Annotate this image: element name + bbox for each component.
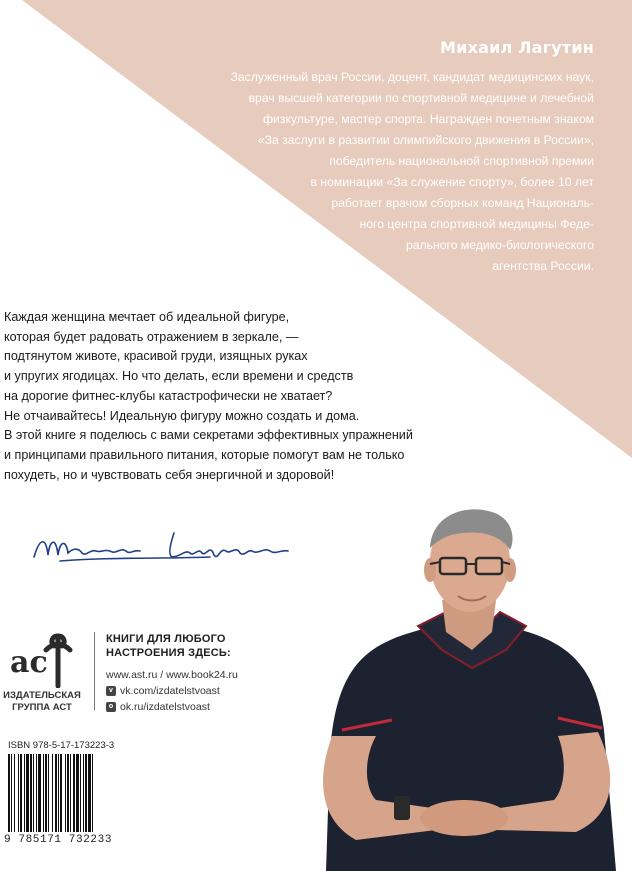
barcode-bar	[52, 754, 53, 832]
barcode-bar	[58, 754, 59, 832]
publisher-links	[106, 667, 306, 715]
barcode	[6, 754, 118, 834]
ast-logo	[4, 628, 78, 688]
barcode-bar	[38, 754, 41, 832]
publisher-heading: КНИГИ ДЛЯ ЛЮБОГО НАСТРОЕНИЯ ЗДЕСЬ:	[106, 633, 231, 659]
barcode-bar	[83, 754, 84, 832]
barcode-bar	[60, 754, 62, 832]
barcode-bar	[70, 754, 71, 832]
barcode-bar	[80, 754, 81, 832]
svg-text:ac: ac	[10, 645, 48, 680]
barcode-bar	[30, 754, 32, 832]
author-bio: Заслуженный врач России, доцент, кандидат медицинских наук, врач высшей категории по спортивной медицине и лечебной физкультуре, мастер спорта. Награжден почетным знаком «За заслуги в развитии олимпийского движения в России», победитель национальной спортивной премии в номинации «За служение спорту», более 10 лет работает врачом сборных команд Националь- ного центра спортивной медицины Феде- рального медико-биологического агентства России.	[230, 70, 594, 273]
author-signature	[30, 527, 300, 567]
barcode-digits: 9 785171 732233	[4, 834, 113, 846]
barcode-bar	[76, 754, 79, 832]
barcode-bar	[45, 754, 47, 832]
vk-icon: v	[106, 686, 116, 696]
barcode-bar	[20, 754, 22, 832]
barcode-bar	[24, 754, 25, 832]
barcode-bar	[67, 754, 69, 832]
barcode-bar	[36, 754, 37, 832]
barcode-bar	[55, 754, 57, 832]
barcode-bar	[8, 754, 10, 832]
barcode-bar	[33, 754, 34, 832]
barcode-bar	[92, 754, 93, 832]
ok-text: ok.ru/izdatelstvoast	[120, 701, 210, 713]
website-link[interactable]	[106, 667, 306, 683]
barcode-bar	[26, 754, 29, 832]
author-name: Михаил Лагутин	[440, 38, 594, 57]
barcode-bar	[48, 754, 49, 832]
vk-link[interactable]	[106, 683, 306, 699]
publisher-name: ИЗДАТЕЛЬСКАЯ ГРУППА АСТ	[3, 690, 81, 713]
barcode-bar	[14, 754, 15, 832]
barcode-bar	[11, 754, 12, 832]
barcode-bar	[65, 754, 66, 832]
author-photo	[296, 500, 632, 871]
ok-icon: o	[106, 702, 116, 712]
book-blurb: Каждая женщина мечтает об идеальной фигуре, которая будет радовать отражением в зеркале, — подтянутом животе, красивой груди, изящных руках и упругих ягодицах. Но что делать, если времени и средств на дорогие фитнес-клубы катастрофически не хватает? Не отчаивайтесь! Идеальную фигуру можно создать и дома. В этой книге я поделюсь с вами секретами эффективных упражнений и принципами правильного питания, которые помогут вам не только похудеть, но и чувствовать себя энергичной и здоровой!	[4, 310, 413, 482]
barcode-bar	[85, 754, 87, 832]
barcode-bar	[88, 754, 91, 832]
author-block	[174, 38, 594, 277]
barcode-bar	[43, 754, 44, 832]
vk-text: vk.com/izdatelstvoast	[120, 685, 220, 697]
publisher-info	[106, 632, 306, 715]
barcode-bar	[18, 754, 19, 832]
divider	[94, 632, 95, 710]
barcode-bar	[73, 754, 75, 832]
ok-link[interactable]	[106, 699, 306, 715]
publisher-block	[0, 628, 300, 718]
website-text: www.ast.ru / www.book24.ru	[106, 669, 238, 681]
isbn-label: ISBN 978-5-17-173223-3	[8, 740, 115, 751]
